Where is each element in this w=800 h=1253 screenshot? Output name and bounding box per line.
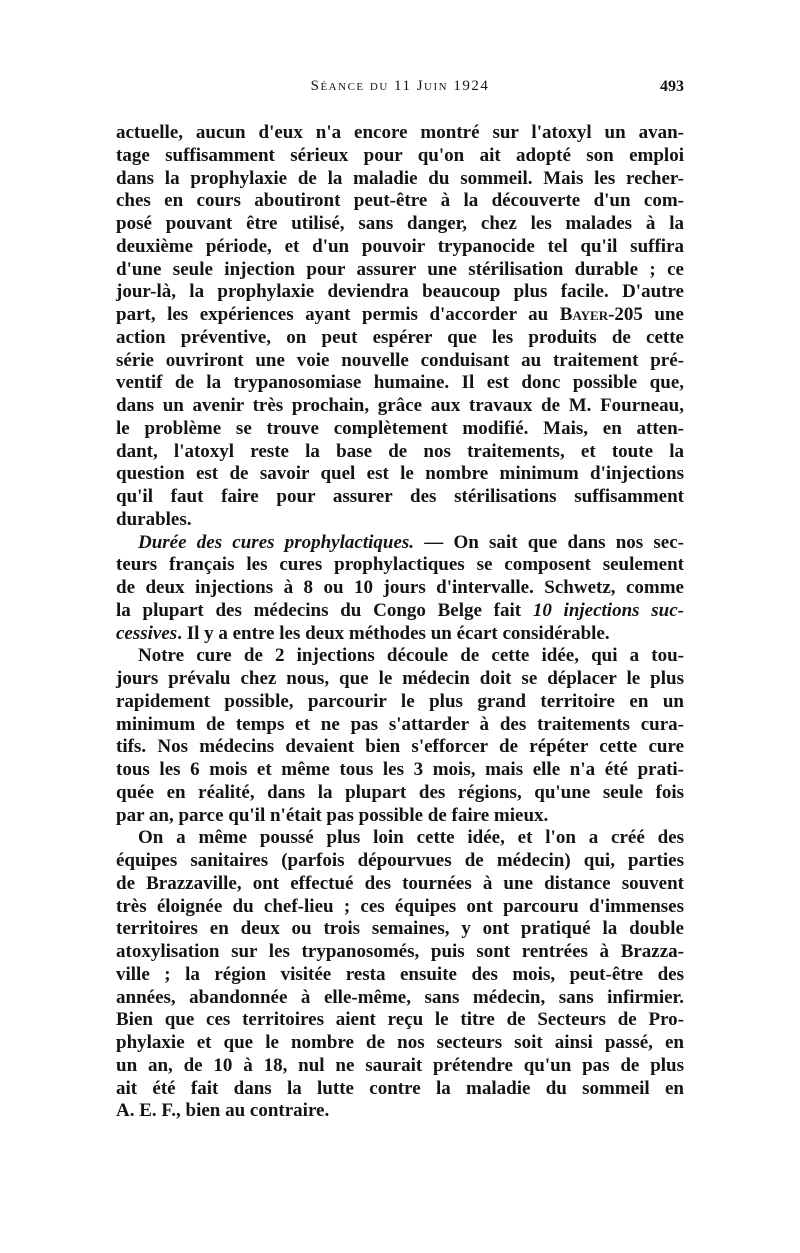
text-line: question est de savoir quel est le nombre minimum d'injections [116,463,684,485]
text-line: action préventive, on peut espérer que les produits de cette [116,326,684,348]
text-line: ville ; la région visitée resta ensuite des mois, peut-être des [116,963,684,985]
text-line: années, abandonnée à elle-même, sans médecin, sans infirmier. [116,986,684,1008]
text-line: Notre cure de 2 injections découle de cette idée, qui a tou- [138,645,684,667]
text-line: actuelle, aucun d'eux n'a encore montré sur l'atoxyl un avan- [116,122,684,143]
text-line: série ouvriront une voie nouvelle conduisant au traitement pré- [116,349,684,371]
text-line [116,600,684,623]
text-line: qu'il faut faire pour assurer des stérilisations suffisamment [116,486,684,507]
running-head: Séance du 11 Juin 1924 [310,78,490,94]
text-line: très éloignée du chef-lieu ; ces équipes ont parcouru d'immenses [116,895,684,917]
text-line: tifs. Nos médecins devaient bien s'efforcer de répéter cette cure [116,736,684,758]
text-line: minimum de temps et ne pas s'attarder à des traitements cura- [116,713,684,735]
line-segment: part, les expériences ayant permis d'accorder au [116,304,560,325]
text-line: On a même poussé plus loin cette idée, et l'on a créé des [138,827,684,849]
text-line [116,623,684,646]
section-heading-line [116,532,684,555]
text-line: jours prévalu chez nous, que le médecin doit se déplacer le plus [116,668,684,689]
text-line: dans un avenir très prochain, grâce aux travaux de M. Fourneau, [116,395,684,416]
product-name: Bayer-205 [559,304,643,325]
line-segment: . Il y a entre les deux méthodes un écart considérable. [177,622,610,644]
text-line: tous les 6 mois et même tous les 3 mois, mais elle n'a été prati- [116,759,684,780]
page-number: 493 [660,78,684,95]
text-line: un an, de 10 à 18, nul ne saurait prétendre qu'un pas de plus [116,1054,684,1076]
text-line: équipes sanitaires (parfois dépourvues de médecin) qui, parties [116,850,684,871]
line-segment: une [642,304,684,325]
text-line: posé pouvant être utilisé, sans danger, chez les malades à la [116,213,684,234]
line-segment: la plupart des médecins du Congo Belge fait [116,599,533,621]
text-line: dant, l'atoxyl reste la base de nos traitements, et toute la [116,440,684,462]
text-line: tage suffisamment sérieux pour qu'on ait adopté son emploi [116,144,684,166]
text-line: le problème se trouve complètement modifié. Mais, en atten- [116,417,684,439]
text-line: ventif de la trypanosomiase humaine. Il est donc possible que, [116,372,684,394]
text-line: deuxième période, et d'un pouvoir trypanocide tel qu'il suffira [116,235,684,257]
text-line: territoires en deux ou trois semaines, y ont pratiqué la double [116,918,684,940]
text-line: atoxylisation sur les trypanosomés, puis sont rentrées à Brazza- [116,941,684,962]
text-line: ait été fait dans la lutte contre la maladie du sommeil en [116,1077,684,1099]
emphasis: 10 injections suc- [532,599,684,621]
text-line: ches en cours aboutiront peut-être à la découverte d'un com- [116,190,684,212]
line-segment: — On sait que dans nos sec- [414,531,685,553]
text-line: d'une seule injection pour assurer une stérilisation durable ; ce [116,258,684,280]
text-line: teurs français les cures prophylactiques se composent seulement [116,554,684,576]
text-line: durables. [116,508,192,530]
body-text [116,122,684,1123]
text-line: quée en réalité, dans la plupart des régions, qu'une seule fois [116,781,684,803]
text-line: de deux injections à 8 ou 10 jours d'intervalle. Schwetz, comme [116,577,684,598]
section-heading: Durée des cures prophylactiques. [138,531,415,553]
text-line: dans la prophylaxie de la maladie du sommeil. Mais les recher- [116,167,684,189]
text-line: rapidement possible, parcourir le plus grand territoire en un [116,690,684,712]
text-line: A. E. F., bien au contraire. [116,1100,330,1122]
text-line [116,304,684,327]
text-line: phylaxie et que le nombre de nos secteurs soit ainsi passé, en [116,1032,684,1053]
text-line: de Brazzaville, ont effectué des tournées à une distance souvent [116,872,684,894]
page-header [116,78,684,102]
text-line: Bien que ces territoires aient reçu le titre de Secteurs de Pro- [116,1009,684,1031]
text-line: jour-là, la prophylaxie deviendra beaucoup plus facile. D'autre [116,281,684,303]
text-line: par an, parce qu'il n'était pas possible de faire mieux. [116,804,549,826]
emphasis: cessives [116,622,178,644]
